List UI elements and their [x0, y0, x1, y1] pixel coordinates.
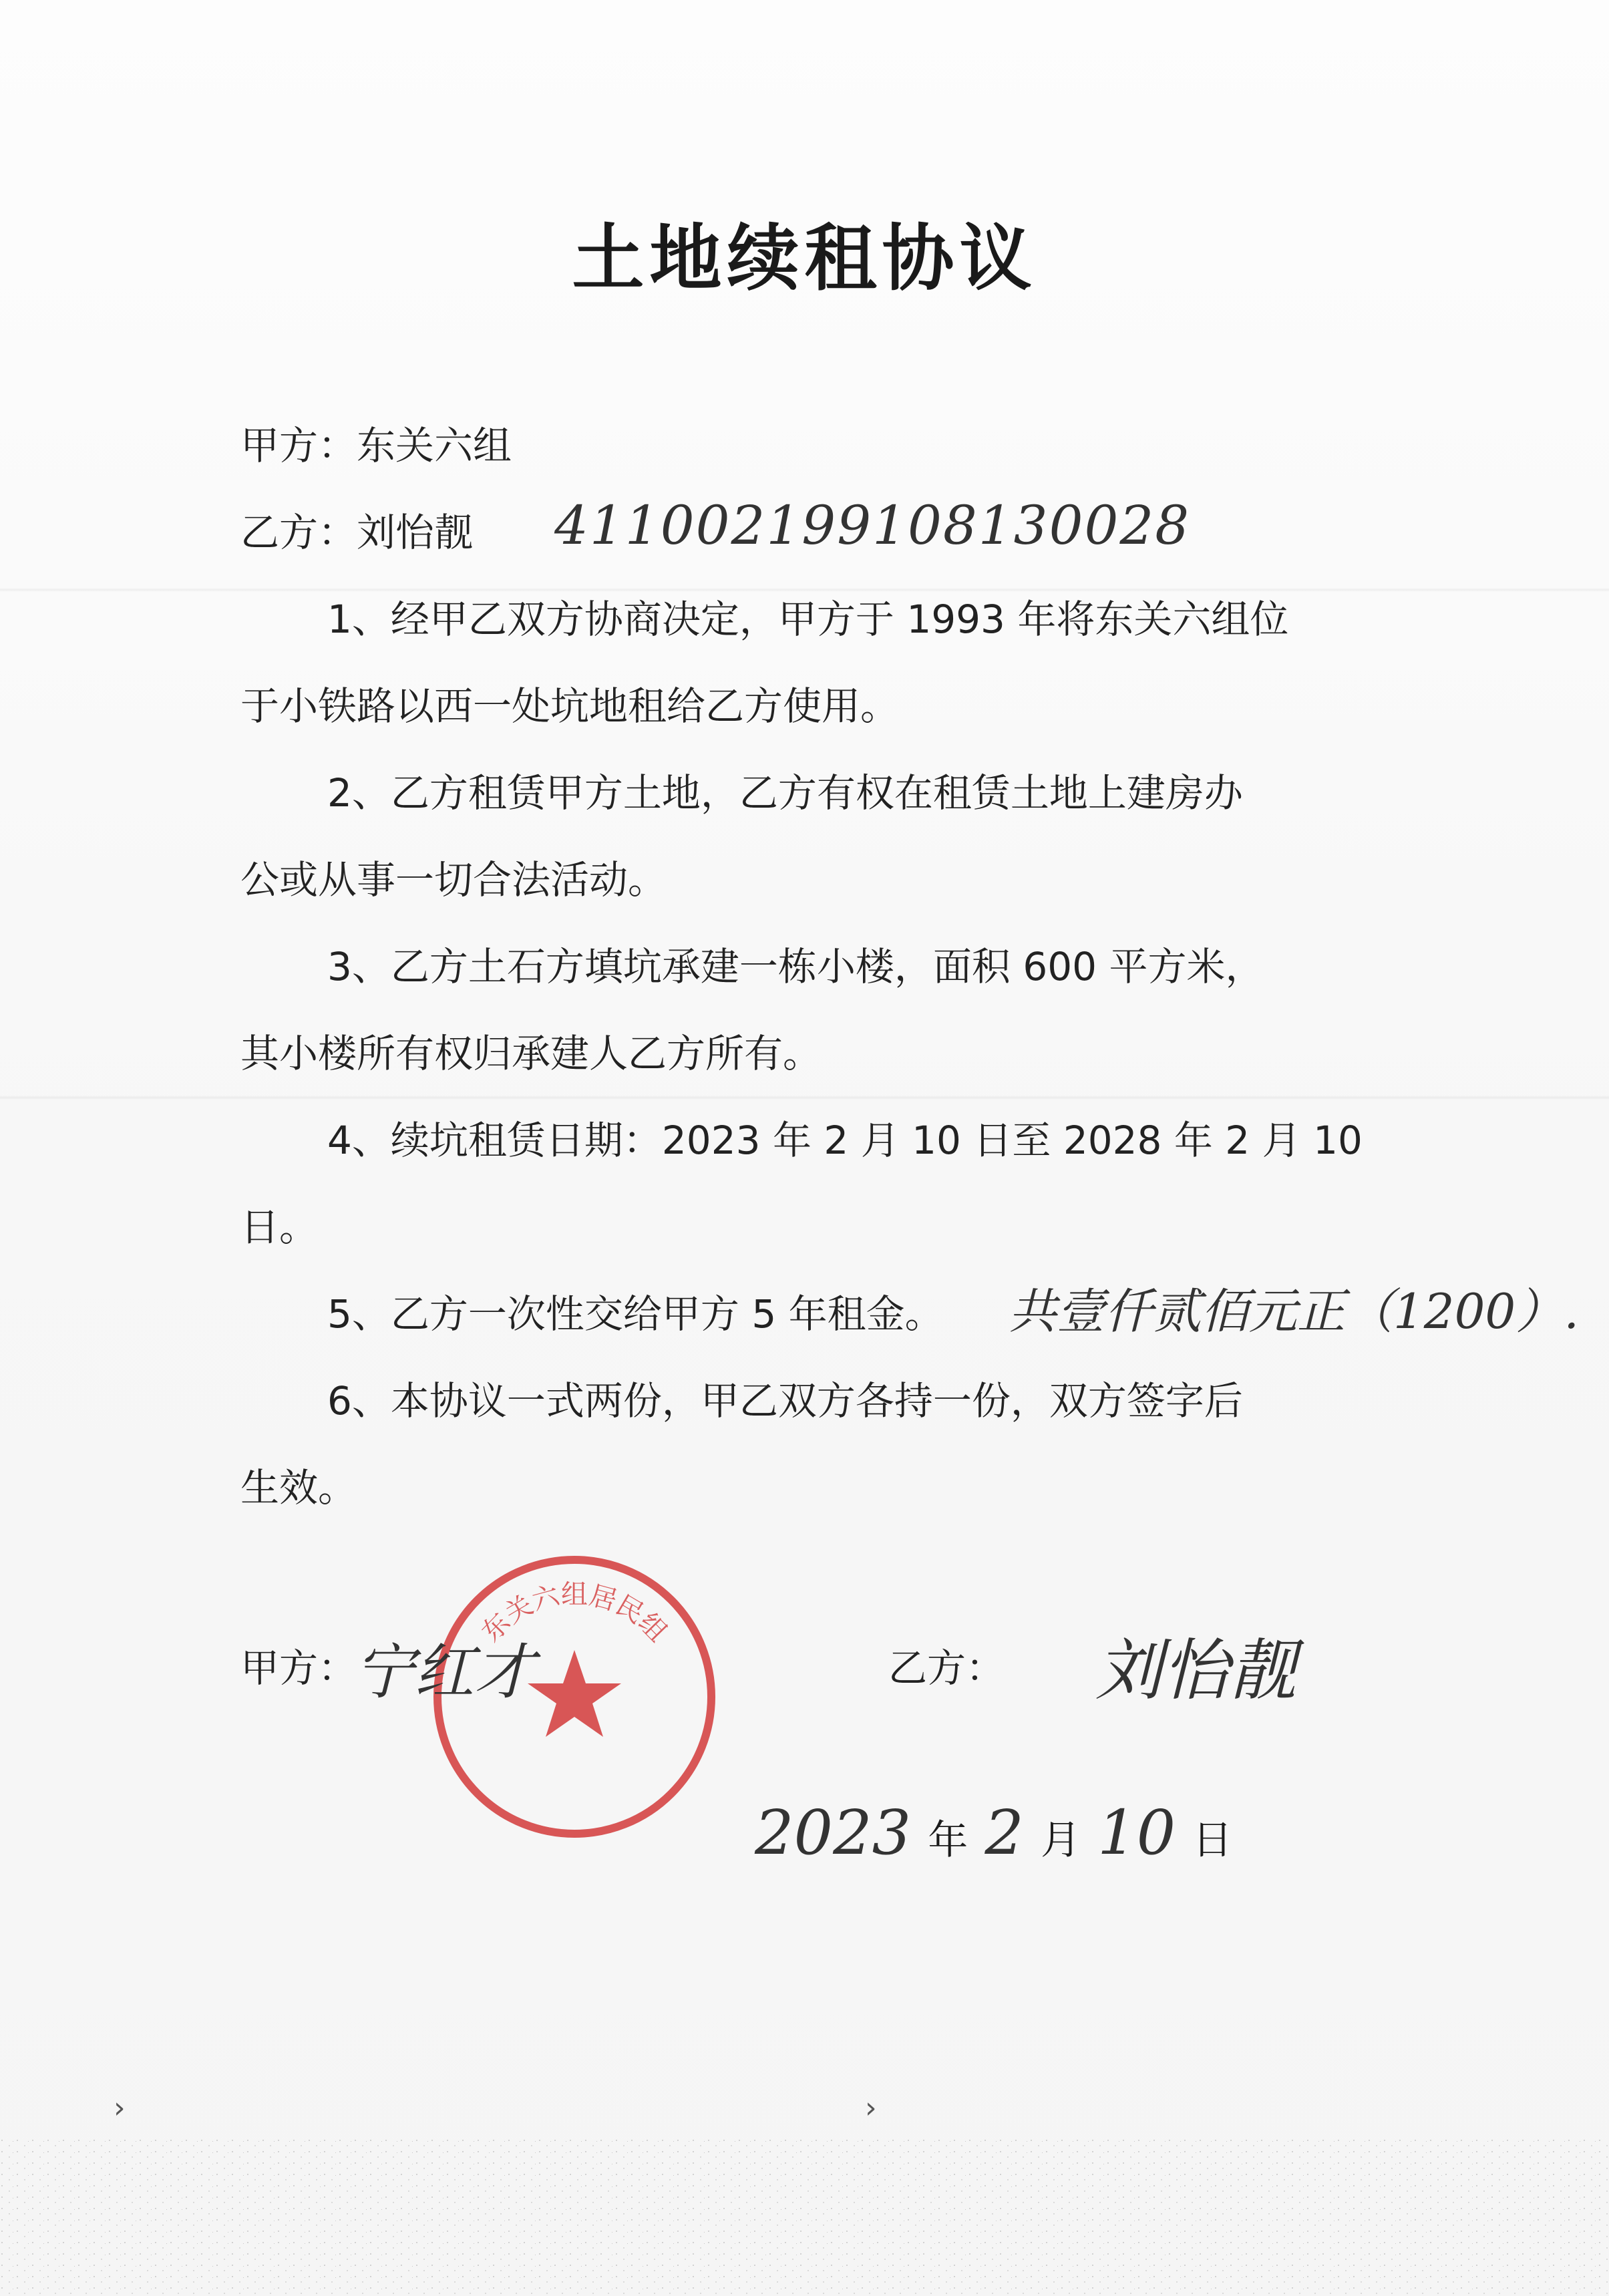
date-month-handwritten: 2 — [985, 1797, 1024, 1868]
clause-4-line-2: 日。 — [240, 1204, 319, 1250]
sign-b-signature: 刘怡靓 — [1095, 1631, 1296, 1709]
seal-text: 东关六组居民组 — [476, 1579, 673, 1648]
clause-6-line-1: 6、本协议一式两份，甲乙双方各持一份，双方签字后 — [327, 1378, 1243, 1424]
date-year-unit: 年 — [928, 1817, 968, 1864]
date-day-unit: 日 — [1192, 1817, 1233, 1864]
clause-3-line-1: 3、乙方土石方填坑承建一栋小楼，面积 600 平方米， — [327, 944, 1264, 989]
date-day-handwritten: 10 — [1097, 1797, 1176, 1868]
date-year-handwritten: 2023 — [755, 1797, 912, 1868]
paper-fold — [0, 1096, 1609, 1100]
scan-mark: › — [865, 2091, 877, 2125]
party-a-line: 甲方：东关六组 — [240, 423, 512, 468]
sign-a-label: 甲方： — [240, 1645, 357, 1691]
sign-a-signature: 宁红才 — [354, 1637, 534, 1707]
party-b-id-handwritten: 411002199108130028 — [554, 494, 1191, 556]
clause-6-line-2: 生效。 — [240, 1465, 357, 1510]
seal-star-icon — [528, 1650, 621, 1737]
scan-mark: › — [114, 2091, 126, 2125]
sign-b-label: 乙方： — [888, 1645, 1005, 1691]
rent-amount-handwritten: 共壹仟贰佰元正（1200）. — [1009, 1283, 1580, 1339]
date-month-unit: 月 — [1040, 1817, 1081, 1864]
clause-1-line-2: 于小铁路以西一处坑地租给乙方使用。 — [240, 683, 900, 729]
party-b-line: 乙方：刘怡靓 — [240, 510, 474, 555]
sign-date — [755, 1797, 1246, 1868]
clause-2-line-1: 2、乙方租赁甲方土地，乙方有权在租赁土地上建房办 — [327, 770, 1243, 816]
document-title: 土地续租协议 — [572, 216, 1037, 301]
clause-4-line-1: 4、续坑租赁日期：2023 年 2 月 10 日至 2028 年 2 月 10 — [327, 1118, 1363, 1163]
clause-2-line-2: 公或从事一切合法活动。 — [240, 857, 667, 903]
scan-noise — [0, 2138, 1609, 2296]
clause-1-line-1: 1、经甲乙双方协商决定，甲方于 1993 年将东关六组位 — [327, 597, 1289, 642]
clause-5-line-1: 5、乙方一次性交给甲方 5 年租金。 — [327, 1291, 944, 1337]
clause-3-line-2: 其小楼所有权归承建人乙方所有。 — [240, 1031, 822, 1076]
